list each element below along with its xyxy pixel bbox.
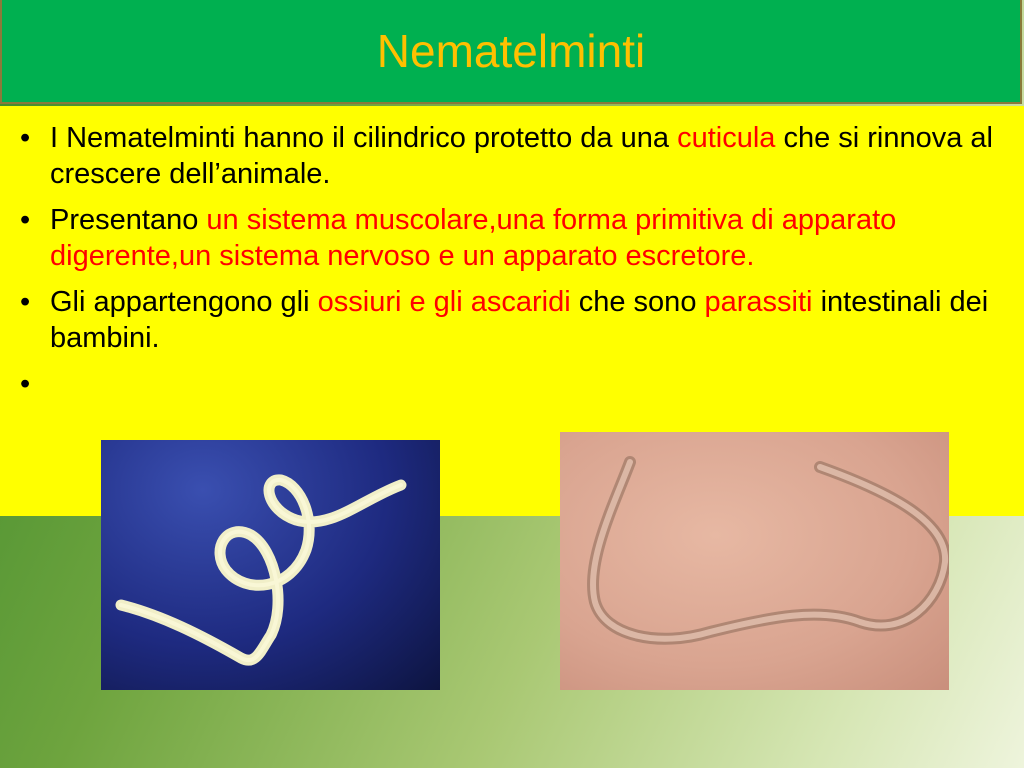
bullet-text: che sono: [570, 286, 705, 318]
bullet-marker: •: [20, 286, 31, 318]
bullet-marker: •: [20, 122, 31, 154]
bullet-text: Presentano: [50, 204, 207, 236]
highlight-text: un sistema muscolare,una forma primitiva di apparato digerente,un sistema nervoso e un apparato escretore.: [50, 204, 897, 272]
bullet-item: [20, 284, 1004, 356]
bullet-item: [20, 120, 1004, 192]
title-bar: [0, 0, 1022, 104]
bullet-marker: •: [20, 204, 31, 236]
bullet-text: intestinali dei bambini.: [50, 286, 989, 354]
bullet-marker: •: [20, 368, 31, 400]
highlight-text: parassiti: [704, 286, 813, 318]
slide-title: Nematelminti: [376, 25, 646, 77]
bullet-text: I Nematelminti hanno il cilindrico protetto da una: [50, 122, 678, 154]
worm-photo-microscope: [560, 432, 949, 690]
bullet-list: [0, 106, 1024, 400]
bullet-text: che si rinnova al crescere dell’animale.: [50, 122, 994, 190]
worm-photo-blue: [101, 440, 440, 690]
bullet-item: [20, 202, 1004, 274]
bullet-text: Gli appartengono gli: [50, 286, 318, 318]
highlight-text: ossiuri e gli ascaridi: [317, 286, 571, 318]
highlight-text: cuticula: [677, 122, 776, 154]
